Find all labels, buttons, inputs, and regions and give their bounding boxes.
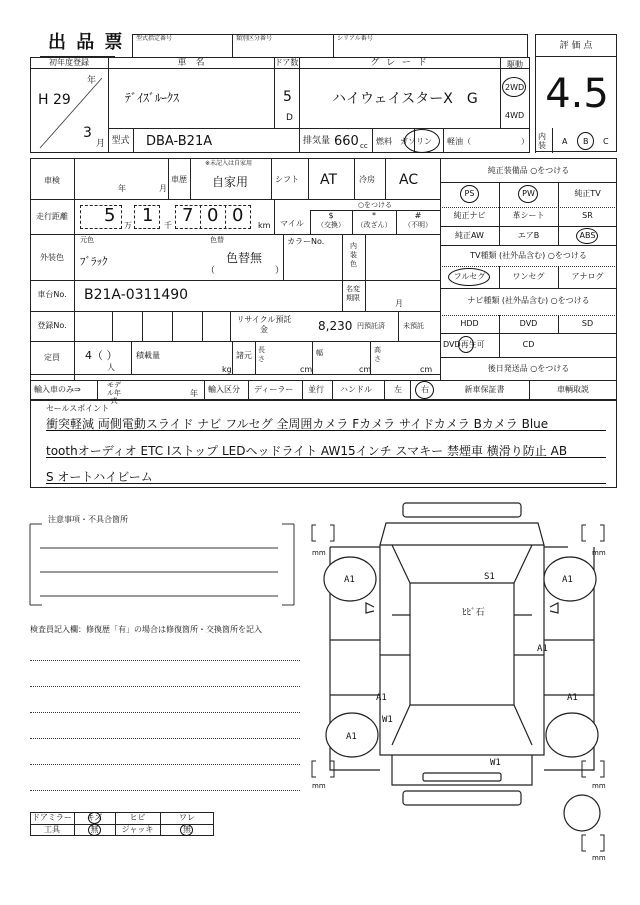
model-year-label: モデル年式 [107,381,121,405]
car-name: ﾃﾞｲｽﾞﾙｰｸｽ [125,91,180,105]
displacement-label: 排気量 [303,136,331,146]
inspection-month-unit: 月 [159,184,167,193]
damage-a1-fl-wheel: A1 [344,575,355,585]
right-circle [415,381,434,399]
first-reg-month: 3 [83,125,92,141]
tools-label: 工具 [44,825,60,834]
height-label: 高さ [374,346,381,363]
mm-label-rr: mm [592,782,606,790]
jack-none-circle [180,824,193,836]
equip-sr: SR [582,211,593,220]
interior-b-circle [577,132,594,150]
sales-line-2: toothオーディオ ETC Iストップ LEDヘッドライト AW15インチ スマキー 禁煙車 横滑り防止 AB [46,445,606,458]
drive-2wd-circle [502,77,526,97]
mirror-hibi: ヒビ [129,813,146,822]
damage-a1-left-rear: A1 [376,693,387,703]
damage-w1-left: W1 [382,715,393,725]
parallel-label: 並行 [308,385,324,394]
equip-leather-seat: 革シート [512,211,545,220]
handle-label: ハンドル [340,385,372,394]
meter-unknown: （不明） [404,221,432,229]
model-value: DBA-B21A [146,134,213,149]
displacement-value: 660 [334,134,359,149]
sales-label: セールスポイント [46,404,110,413]
tv-header: TV種類 (社外品含む) ○をつける [470,251,587,260]
equip-pw: PW [522,189,535,198]
reg-no-label: 登録No. [37,321,67,330]
meter-altered: （改ざん） [356,221,392,229]
meter-header: ○をつける [357,201,393,209]
ac-value: AC [399,172,419,188]
sales-line-3: S オートハイビーム [46,471,606,484]
damage-a1-right-rear: A1 [567,693,578,703]
interior-c: C [603,137,609,146]
year-unit: 年 [87,76,97,86]
mileage-digit-4: 0 [207,205,219,226]
fuel-gasoline: ガソリン [400,137,432,146]
car-name-label: 車 名 [177,58,205,68]
fuel-diesel: 軽油（ [447,137,471,146]
equip-airbag: エアB [517,231,540,240]
capacity-label: 定員 [44,353,60,362]
navi-hdd: HDD [460,319,479,328]
exterior-label: 外装色 [40,253,64,262]
equip-abs: ABS [579,231,596,240]
grade-value: ハイウェイスターX G [332,91,478,107]
new-warranty: 新車保証書 [464,385,505,394]
mirror-ware: ワレ [179,813,195,822]
chassis-label: 車台No. [37,290,67,299]
mileage-digit-5: 0 [232,205,244,226]
tv-fullseg-circle [448,268,490,286]
inspector-label: 検査員記入欄：修復歴「有」の場合は修復箇所・交換箇所を記入 [30,625,262,634]
color-no-label: カラーNo. [287,237,325,246]
meter-hash: # [414,211,422,220]
dealer-label: ディーラー [254,385,294,394]
mileage-digit-3: 7 [182,205,194,226]
recycle-value: 8,230 [318,319,353,333]
score-value: 4.5 [545,71,609,117]
car-damage-diagram [300,495,620,875]
damage-hiishi: ﾋﾋﾞ石 [462,608,485,618]
navi-header: ナビ種類 (社外品含む) ○をつける [467,296,590,305]
jack-label: ジャッキ [121,825,154,834]
sen-unit: 千 [164,221,172,230]
doors-label: ドア数 [274,58,299,67]
name-change-label: 名変期限 [346,285,360,302]
equip-genuine-aw: 純正AW [455,231,484,240]
recycle-unpaid: 未預託 [403,322,424,330]
inspection-year-unit: 年 [118,184,126,193]
dims-label: 諸元 [236,351,252,360]
recycle-paid: 円預託済 [357,322,385,330]
length-label: 長さ [258,346,265,363]
mirror-kizu: キズ [86,813,103,822]
mileage-digit-2: 1 [142,205,154,226]
mm-label-fr: mm [592,549,606,557]
damage-a1-right-door: A1 [537,644,548,654]
mm-label-spare: mm [592,854,606,862]
import-label: 輸入車のみ⇒ [34,385,81,394]
first-reg-year: H 29 [38,92,71,108]
repaint-value: 色替無 [226,251,263,265]
drive-label: 駆動 [507,60,523,69]
length-cm-unit: cm [300,365,313,374]
model-label: 型式 [111,136,130,146]
drive-2wd: 2WD [505,83,525,92]
capacity-value: 4（ ） [85,349,118,362]
month-unit: 月 [96,139,106,149]
damage-w1-rear: W1 [490,758,501,768]
mm-label-fl: mm [312,549,326,557]
original-color: ﾌﾞﾗｯｸ [80,255,108,268]
navi-dvd: DVD [519,319,538,328]
shift-label: シフト [275,175,299,184]
later-header: 後日発送品 ○をつける [487,364,570,373]
id-code-box [132,34,528,58]
form-title: 出 品 票 [48,32,125,53]
equip-genuine-navi: 純正ナビ [453,211,486,220]
first-registration-label: 初年度登録 [49,58,89,67]
history-value: 自家用 [212,175,249,189]
name-change-month: 月 [395,299,403,308]
tv-fullseg: フルセグ [453,272,486,281]
meter-dollar: $ [328,211,334,220]
damage-s1-hood: S1 [484,572,495,582]
equip-abs-circle [576,228,598,244]
equip-ps-circle [460,185,479,203]
fuel-close: ） [521,137,529,146]
model-code-label: 型式指定番号 [136,35,173,42]
interior-a: A [562,137,568,146]
width-label: 幅 [316,349,323,357]
door-suffix: D [286,113,293,123]
tv-analog: アナログ [571,272,604,281]
navi-dvd-play: DVD再生可 [443,340,485,349]
load-label: 積載量 [136,351,160,360]
mirror-kizu-circle [88,812,101,824]
damage-a1-fr-wheel: A1 [562,575,573,585]
height-cm-unit: cm [420,365,433,374]
recycle-label: リサイクル預託金 [236,315,292,334]
tools-none: 無 [90,825,99,834]
mm-label-rl: mm [312,782,326,790]
fuel-label: 燃料 [376,137,392,146]
manual: 車輌取説 [557,385,589,394]
doors-value: 5 [283,89,292,105]
equip-ps: PS [464,189,475,198]
equip-genuine-tv: 純正TV [574,189,601,198]
import-type-label: 輸入区分 [208,385,240,394]
door-mirror-label: ドアミラー [32,813,72,822]
history-label: 車歴 [171,175,187,184]
left-label: 左 [394,385,402,394]
tools-none-circle [88,824,101,836]
serial-label: シリアル番号 [337,35,373,42]
navi-sd: SD [581,319,594,328]
navi-cd: CD [522,340,535,349]
meter-exchange: （交換） [317,221,345,229]
model-year-unit: 年 [190,389,198,398]
original-color-label: 元色 [80,236,94,244]
right-label: 右 [421,385,429,394]
km-unit: km [258,221,271,230]
drive-4wd: 4WD [505,111,525,120]
inspection-label: 車検 [44,176,60,185]
class-code-label: 類別区分番号 [236,35,273,42]
score-label: 評 価 点 [559,41,593,51]
mile-label: マイル [280,219,304,228]
interior-color-label: 内装色 [350,242,357,268]
equip-pw-circle [518,185,538,203]
grade-label: グ レ ー ド [370,58,429,68]
width-cm-unit: cm [359,365,372,374]
chassis-value: B21A-0311490 [84,287,189,303]
capacity-unit: 人 [107,363,115,372]
sales-line-1: 衝突軽減 両側電動スライド ナビ フルセグ 全周囲カメラ Fカメラ サイドカメラ Bカメラ Blue [46,418,606,431]
shift-value: AT [320,172,338,188]
fuel-gasoline-circle [404,129,440,153]
interior-b: B [583,137,589,146]
damage-a1-rl-wheel: A1 [346,732,357,742]
load-kg-unit: kg [222,365,232,374]
caution-label: 注意事項・不具合箇所 [48,515,128,524]
displacement-unit: cc [360,142,368,150]
meter-star: * [372,211,376,220]
jack-none: 無 [183,825,191,834]
caution-bracket [28,520,298,610]
mileage-digit-1: 5 [104,205,116,226]
mileage-label: 走行距離 [36,212,68,221]
man-unit: 万 [124,221,132,230]
ac-label: 冷房 [359,175,375,184]
interior-label: 内装 [538,132,546,150]
repaint-paren-close: ） [275,266,285,276]
navi-dvd-play-circle [458,336,474,353]
repaint-paren-open: （ [206,266,216,276]
history-note: ※未記入は自家用 [205,160,253,167]
genuine-header: 純正装備品 ○をつける [487,166,570,175]
tv-oneseg: ワンセグ [512,272,545,281]
repaint-label: 色替 [210,236,224,244]
